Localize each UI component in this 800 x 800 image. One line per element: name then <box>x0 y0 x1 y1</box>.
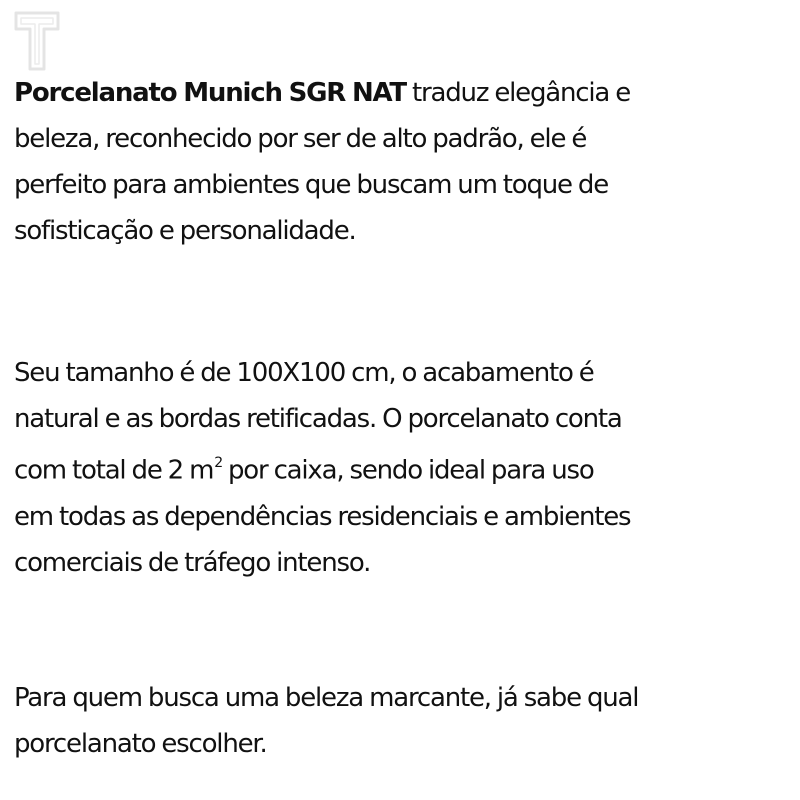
specs-line-5: comerciais de tráfego intenso. <box>14 547 371 578</box>
specs-line-3-post: por caixa, sendo ideal para uso <box>221 455 594 486</box>
closing-paragraph <box>14 675 790 767</box>
specs-line-4: em todas as dependências residenciais e ambientes <box>14 501 631 532</box>
specs-line-2: natural e as bordas retificadas. O porcelanato conta <box>14 404 622 434</box>
specs-line-3 <box>14 442 790 494</box>
closing-line-2: porcelanato escolher. <box>14 729 267 759</box>
intro-line-1 <box>14 70 790 116</box>
intro-paragraph <box>14 70 790 254</box>
product-name: Porcelanato Munich SGR NAT <box>14 78 406 108</box>
tramontina-t-logo-icon <box>13 10 61 72</box>
specs-line-1: Seu tamanho é de 100X100 cm, o acabamento é <box>14 358 594 388</box>
specs-paragraph <box>14 350 790 586</box>
intro-line-4: sofisticação e personalidade. <box>14 216 356 246</box>
specs-line-3-pre: com total de 2 m <box>14 455 214 486</box>
square-exponent: 2 <box>214 455 222 471</box>
intro-line-2: beleza, reconhecido por ser de alto padrão, ele é <box>14 124 587 154</box>
intro-line-3: perfeito para ambientes que buscam um toque de <box>14 170 609 200</box>
intro-line-1-text: traduz elegância e <box>405 78 630 108</box>
closing-line-1: Para quem busca uma beleza marcante, já sabe qual <box>14 683 639 713</box>
